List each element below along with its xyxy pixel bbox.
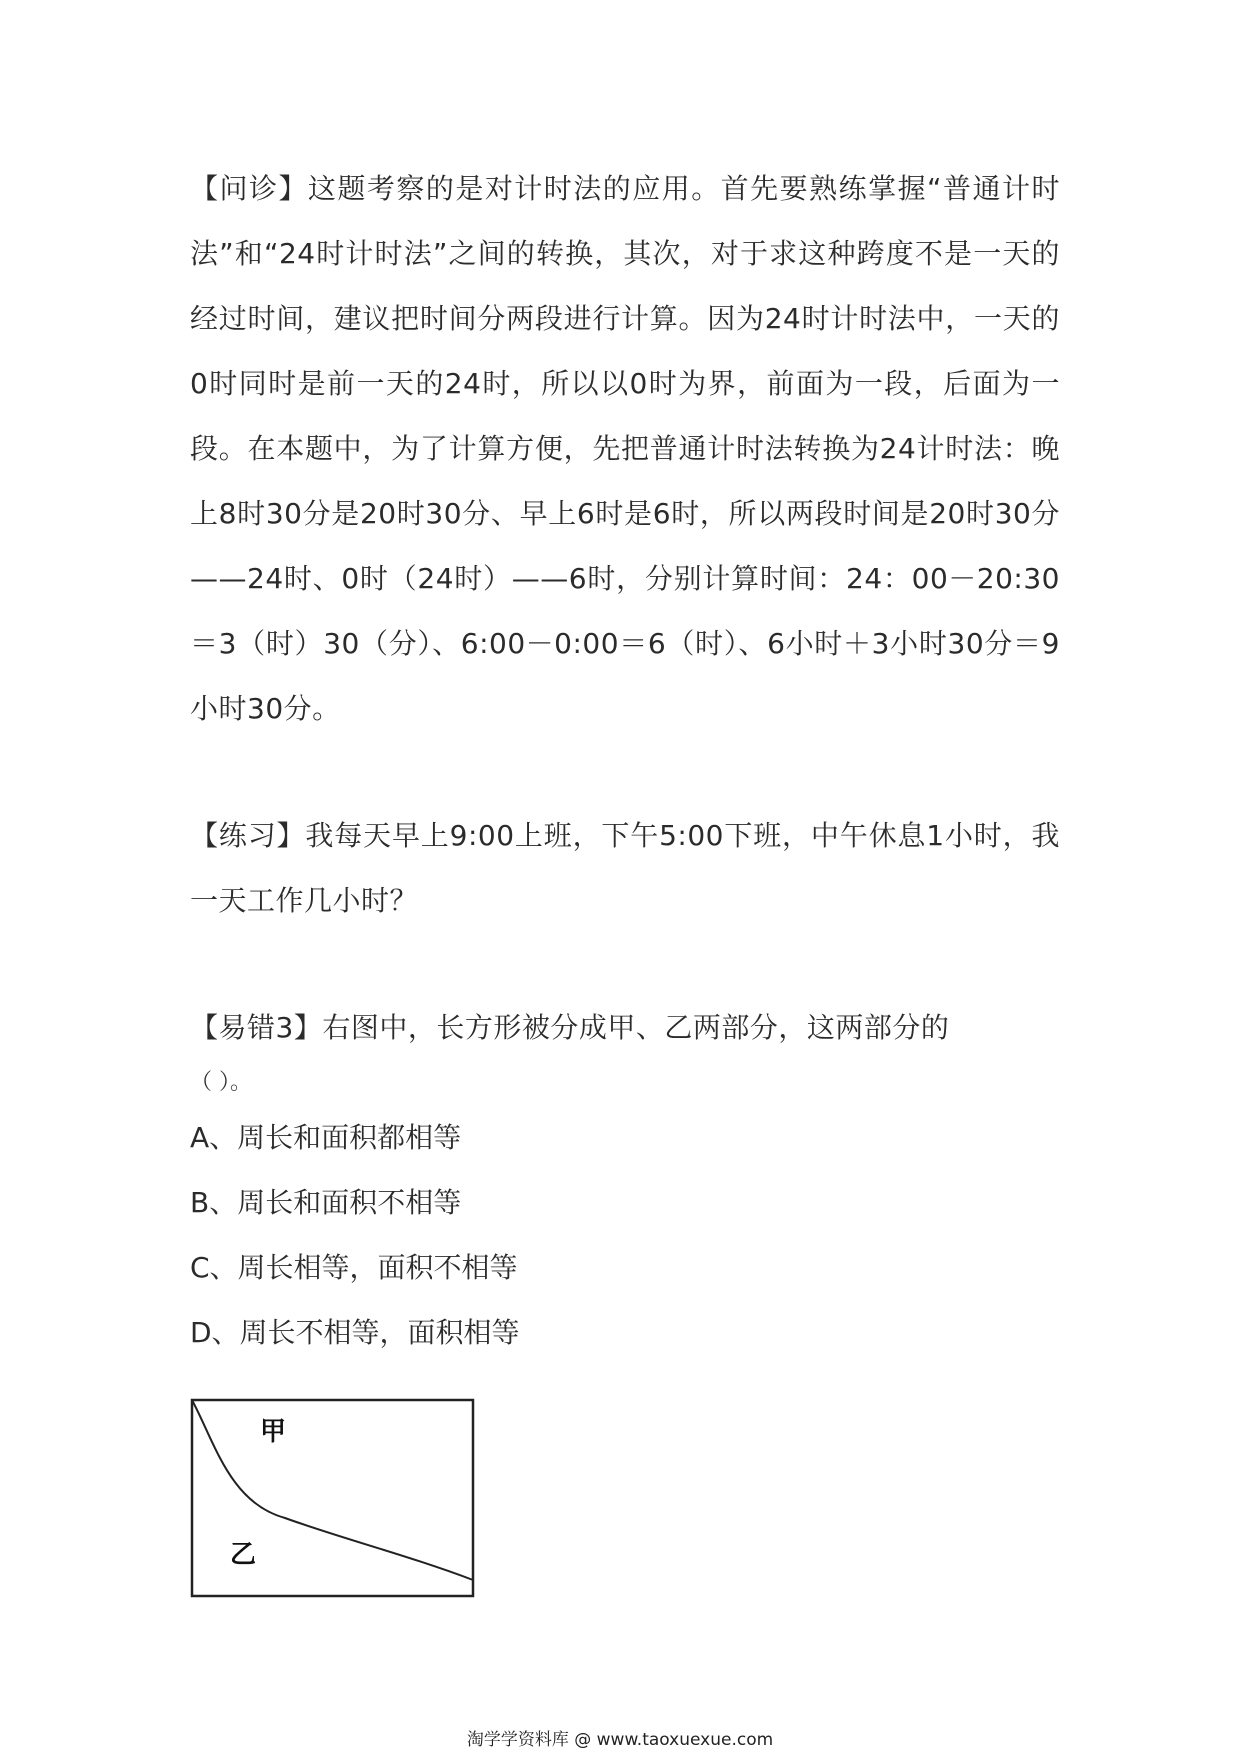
option-b: B、周长和面积不相等 [190,1186,462,1219]
mistake-question: 【易错3】右图中，长方形被分成甲、乙两部分，这两部分的 [190,1011,950,1044]
diagnosis-paragraph: 【问诊】这题考察的是对计时法的应用。首先要熟练掌握“普通计时法”和“24时计时法”之间的转换，其次，对于求这种跨度不是一天的经过时间，建议把时间分两段进行计算。因为24时计时法中，一天的0时同时是前一天的24时，所以以0时为界，前面为一段，后面为一段。在本题中，为了计算方便，先把普通计时法转换为24计时法：晚上8时30分是20时30分、早上6时是6时，所以两段时间是20时30分——24时、0时（24时）——6时，分别计算时间：24：00－20:30＝3（时）30（分）、6:00－0:00＝6（时）、6小时＋3小时30分＝9小时30分。 [190,172,1060,725]
document-body [190,156,1060,1365]
rectangle-figure [190,1398,475,1598]
option-c: C、周长相等，面积不相等 [190,1251,518,1284]
option-d: D、周长不相等，面积相等 [190,1316,520,1349]
label-jia: 甲 [260,1417,287,1447]
option-a: A、周长和面积都相等 [190,1121,462,1154]
label-yi: 乙 [230,1540,257,1570]
answer-blank: （ ）。 [190,1070,252,1095]
footer-watermark: 淘学学资料库 @ www.taoxuexue.com [466,1730,774,1750]
practice-paragraph: 【练习】我每天早上9:00上班，下午5:00下班，中午休息1小时，我一天工作几小时？ [190,819,1060,917]
